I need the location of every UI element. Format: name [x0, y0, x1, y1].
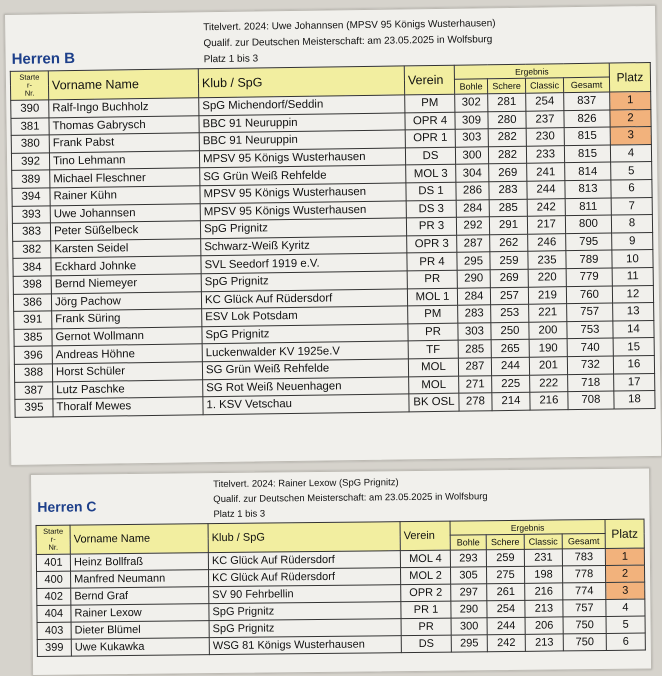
schere-cell: 244 — [491, 357, 529, 375]
classic-header: Classic — [524, 534, 562, 549]
gesamt-cell: 800 — [565, 215, 611, 233]
klub-cell: MPSV 95 Königs Wusterhausen — [199, 148, 405, 168]
bohle-cell: 300 — [455, 147, 488, 165]
classic-cell: 244 — [527, 181, 565, 199]
startnr-cell: 398 — [13, 276, 51, 294]
platz-cell: 17 — [614, 373, 655, 391]
bohle-cell: 284 — [456, 199, 489, 217]
startnr-cell: 383 — [12, 223, 50, 241]
schere-cell: 280 — [488, 111, 526, 129]
klub-cell: SG Grün Weiß Rehfelde — [202, 359, 408, 379]
verein-cell: DS — [405, 147, 455, 165]
schere-cell: 282 — [488, 128, 526, 146]
gesamt-cell: 813 — [565, 180, 611, 198]
schere-cell: 242 — [487, 634, 525, 651]
gesamt-cell: 778 — [562, 565, 605, 582]
platz-cell: 8 — [611, 215, 652, 233]
herren-b-table — [10, 62, 656, 418]
name-cell: Dieter Blümel — [71, 621, 209, 639]
bohle-cell: 300 — [451, 618, 487, 635]
name-cell: Eckhard Johnke — [51, 256, 201, 276]
klub-cell: SV 90 Fehrbellin — [209, 585, 401, 604]
verein-header: Verein — [404, 65, 454, 95]
gesamt-cell: 826 — [564, 110, 610, 128]
name-cell: Tino Lehmann — [49, 151, 199, 171]
herren-b-titelvert: Titelvert. 2024: Uwe Johannsen (MPSV 95 Königs Wusterhausen) — [203, 18, 496, 34]
startnr-cell: 402 — [37, 588, 71, 605]
herren-c-qualif: Qualif. zur Deutschen Meisterschaft: am 23.05.2025 in Wolfsburg — [213, 491, 488, 506]
verein-cell: PR — [407, 270, 457, 288]
name-cell: Karsten Seidel — [51, 239, 201, 259]
gesamt-cell: 732 — [567, 356, 613, 374]
name-cell: Gernot Wollmann — [52, 326, 202, 346]
startnr-cell: 380 — [11, 135, 49, 153]
classic-cell: 241 — [527, 163, 565, 181]
schere-cell: 282 — [488, 146, 526, 164]
bohle-cell: 290 — [457, 270, 490, 288]
verein-cell: MOL 4 — [400, 550, 450, 568]
verein-cell: PR 3 — [406, 217, 456, 235]
classic-cell: 230 — [526, 128, 564, 146]
bohle-cell: 303 — [458, 322, 491, 340]
klub-cell: KC Glück Auf Rüdersdorf — [201, 288, 407, 308]
classic-cell: 216 — [530, 392, 568, 410]
name-cell: Michael Fleschner — [50, 168, 200, 188]
platz-cell: 5 — [611, 162, 652, 180]
startnr-cell: 384 — [13, 258, 51, 276]
name-cell: Bernd Niemeyer — [51, 274, 201, 294]
name-cell: Lutz Paschke — [53, 379, 203, 399]
classic-cell: 237 — [526, 110, 564, 128]
klub-cell: SpG Prignitz — [202, 324, 408, 344]
startnr-cell: 382 — [13, 241, 51, 259]
classic-cell: 242 — [527, 198, 565, 216]
verein-cell: PR — [408, 323, 458, 341]
startnr-cell: 400 — [37, 571, 71, 588]
platz-cell: 4 — [610, 144, 651, 162]
startnr-cell: 396 — [14, 346, 52, 364]
name-cell: Andreas Höhne — [52, 344, 202, 364]
klub-cell: MPSV 95 Königs Wusterhausen — [200, 200, 406, 220]
schere-cell: 244 — [487, 617, 525, 634]
platz-cell: 3 — [606, 582, 645, 599]
classic-cell: 201 — [529, 357, 567, 375]
ergebnis-header: Ergebnis — [454, 63, 609, 79]
platz-cell: 2 — [605, 565, 644, 582]
herren-c-platz-range: Platz 1 bis 3 — [213, 508, 266, 521]
platz-cell: 7 — [611, 197, 652, 215]
startnr-header: Starte r- Nr. — [36, 525, 70, 554]
klub-header: Klub / SpG — [198, 66, 404, 98]
name-cell: Horst Schüler — [52, 362, 202, 382]
gesamt-header: Gesamt — [562, 533, 605, 548]
gesamt-header: Gesamt — [563, 77, 609, 93]
schere-cell: 259 — [490, 252, 528, 270]
platz-cell: 5 — [606, 616, 645, 633]
verein-cell: MOL — [409, 376, 459, 394]
startnr-cell: 392 — [11, 153, 49, 171]
schere-cell: 214 — [492, 392, 530, 410]
gesamt-cell: 795 — [566, 233, 612, 251]
klub-cell: SpG Michendorf/Seddin — [199, 95, 405, 115]
verein-header: Verein — [400, 521, 450, 551]
schere-cell: 253 — [491, 304, 529, 322]
herren-b-sheet — [4, 5, 662, 466]
platz-cell: 6 — [611, 179, 652, 197]
gesamt-cell: 740 — [567, 338, 613, 356]
platz-header: Platz — [609, 62, 650, 92]
klub-cell: SG Grün Weiß Rehfelde — [200, 165, 406, 185]
klub-cell: ESV Lok Potsdam — [202, 306, 408, 326]
herren-b-platz-range: Platz 1 bis 3 — [203, 53, 259, 66]
herren-c-info — [213, 474, 488, 522]
schere-cell: 269 — [489, 164, 527, 182]
schere-cell: 265 — [491, 340, 529, 358]
classic-cell: 190 — [529, 339, 567, 357]
name-cell: Bernd Graf — [71, 587, 209, 605]
startnr-cell: 386 — [13, 293, 51, 311]
schere-cell: 250 — [491, 322, 529, 340]
verein-cell: PR — [401, 618, 451, 636]
klub-cell: KC Glück Auf Rüdersdorf — [208, 551, 400, 570]
bohle-cell: 293 — [450, 550, 486, 567]
classic-header: Classic — [525, 78, 563, 94]
verein-cell: DS 3 — [406, 200, 456, 218]
classic-cell: 246 — [528, 233, 566, 251]
verein-cell: PM — [405, 94, 455, 112]
classic-cell: 220 — [528, 269, 566, 287]
verein-cell: OPR 1 — [405, 129, 455, 147]
bohle-cell: 278 — [459, 393, 492, 411]
gesamt-cell: 783 — [562, 548, 605, 565]
bohle-cell: 303 — [455, 129, 488, 147]
gesamt-cell: 789 — [566, 250, 612, 268]
name-cell: Manfred Neumann — [71, 570, 209, 588]
verein-cell: OPR 4 — [405, 112, 455, 130]
verein-cell: TF — [408, 341, 458, 359]
startnr-cell: 404 — [37, 605, 71, 622]
verein-cell: DS — [401, 635, 451, 653]
classic-cell: 219 — [528, 286, 566, 304]
platz-cell: 12 — [612, 285, 653, 303]
herren-b-title: Herren B — [11, 50, 76, 68]
gesamt-cell: 779 — [566, 268, 612, 286]
classic-cell: 198 — [524, 566, 562, 583]
klub-cell: Luckenwalder KV 1925e.V — [202, 341, 408, 361]
classic-cell: 217 — [527, 216, 565, 234]
gesamt-cell: 815 — [564, 145, 610, 163]
classic-cell: 235 — [528, 251, 566, 269]
verein-cell: OPR 2 — [401, 584, 451, 602]
schere-cell: 262 — [490, 234, 528, 252]
name-cell: Thomas Gabrysch — [49, 115, 199, 135]
klub-cell: BBC 91 Neuruppin — [199, 113, 405, 133]
schere-cell: 257 — [490, 287, 528, 305]
gesamt-cell: 760 — [566, 286, 612, 304]
startnr-cell: 385 — [14, 329, 52, 347]
klub-cell: KC Glück Auf Rüdersdorf — [209, 568, 401, 587]
name-cell: Peter Süßelbeck — [50, 221, 200, 241]
gesamt-cell: 757 — [567, 303, 613, 321]
klub-cell: MPSV 95 Königs Wusterhausen — [200, 183, 406, 203]
schere-cell: 275 — [486, 566, 524, 583]
platz-cell: 1 — [605, 548, 644, 565]
schere-cell: 269 — [490, 269, 528, 287]
schere-header: Schere — [486, 534, 524, 549]
name-cell: Jörg Pachow — [51, 291, 201, 311]
schere-cell: 261 — [487, 583, 525, 600]
gesamt-cell: 815 — [564, 127, 610, 145]
bohle-cell: 290 — [451, 601, 487, 618]
verein-cell: PM — [408, 305, 458, 323]
bohle-cell: 284 — [457, 287, 490, 305]
startnr-cell: 394 — [12, 188, 50, 206]
bohle-cell: 295 — [451, 635, 487, 652]
bohle-cell: 305 — [450, 567, 486, 584]
startnr-cell: 391 — [14, 311, 52, 329]
bohle-cell: 287 — [457, 234, 490, 252]
startnr-cell: 395 — [15, 399, 53, 417]
gesamt-cell: 811 — [565, 198, 611, 216]
gesamt-cell: 814 — [565, 162, 611, 180]
classic-cell: 254 — [526, 93, 564, 111]
startnr-cell: 387 — [15, 381, 53, 399]
name-header: Vorname Name — [70, 524, 208, 554]
gesamt-cell: 774 — [563, 582, 606, 599]
bohle-header: Bohle — [454, 79, 487, 94]
platz-cell: 1 — [610, 91, 651, 109]
platz-cell: 16 — [613, 355, 654, 373]
klub-cell: WSG 81 Königs Wusterhausen — [209, 636, 401, 655]
startnr-cell: 388 — [14, 364, 52, 382]
verein-cell: MOL 3 — [406, 165, 456, 183]
startnr-cell: 403 — [37, 622, 71, 639]
classic-cell: 200 — [529, 321, 567, 339]
startnr-cell: 401 — [36, 554, 70, 571]
verein-cell: PR 4 — [407, 253, 457, 271]
platz-cell: 15 — [613, 338, 654, 356]
platz-cell: 3 — [610, 127, 651, 145]
klub-cell: SG Rot Weiß Neuenhagen — [203, 376, 409, 396]
startnr-cell: 399 — [37, 639, 71, 656]
klub-cell: SVL Seedorf 1919 e.V. — [201, 253, 407, 273]
schere-cell: 291 — [489, 216, 527, 234]
platz-cell: 6 — [606, 633, 645, 650]
gesamt-cell: 837 — [564, 92, 610, 110]
schere-cell: 254 — [487, 600, 525, 617]
classic-cell: 206 — [525, 617, 563, 634]
schere-cell: 225 — [492, 375, 530, 393]
name-cell: Frank Pabst — [49, 133, 199, 153]
name-cell: Heinz Bollfraß — [70, 553, 208, 571]
gesamt-cell: 708 — [568, 391, 614, 409]
name-cell: Rainer Lexow — [71, 604, 209, 622]
classic-cell: 221 — [529, 304, 567, 322]
gesamt-cell: 750 — [563, 633, 606, 650]
bohle-cell: 271 — [459, 375, 492, 393]
schere-cell: 285 — [489, 199, 527, 217]
classic-cell: 216 — [525, 583, 563, 600]
startnr-cell: 390 — [11, 100, 49, 118]
classic-cell: 231 — [524, 549, 562, 566]
name-cell: Ralf-Ingo Buchholz — [49, 98, 199, 118]
bohle-cell: 287 — [458, 358, 491, 376]
platz-cell: 13 — [613, 303, 654, 321]
startnr-cell: 393 — [12, 205, 50, 223]
klub-cell: SpG Prignitz — [209, 619, 401, 638]
classic-cell: 233 — [526, 145, 564, 163]
ergebnis-header: Ergebnis — [450, 519, 605, 535]
platz-cell: 14 — [613, 320, 654, 338]
bohle-cell: 302 — [455, 94, 488, 112]
herren-c-title: Herren C — [37, 498, 97, 515]
bohle-cell: 295 — [457, 252, 490, 270]
klub-cell: BBC 91 Neuruppin — [199, 130, 405, 150]
verein-cell: MOL 2 — [401, 567, 451, 585]
gesamt-cell: 750 — [563, 616, 606, 633]
bohle-cell: 283 — [458, 305, 491, 323]
startnr-cell: 389 — [12, 170, 50, 188]
klub-header: Klub / SpG — [208, 522, 400, 553]
herren-b-info — [203, 16, 496, 68]
bohle-cell: 285 — [458, 340, 491, 358]
name-cell: Rainer Kühn — [50, 186, 200, 206]
classic-cell: 213 — [525, 634, 563, 651]
name-header: Vorname Name — [48, 69, 198, 100]
klub-cell: SpG Prignitz — [201, 271, 407, 291]
gesamt-cell: 757 — [563, 599, 606, 616]
platz-cell: 10 — [612, 250, 653, 268]
herren-b-qualif: Qualif. zur Deutschen Meisterschaft: am 23.05.2025 in Wolfsburg — [203, 34, 493, 50]
herren-c-table — [36, 519, 646, 657]
classic-cell: 222 — [530, 374, 568, 392]
bohle-header: Bohle — [450, 535, 486, 550]
verein-cell: DS 1 — [406, 182, 456, 200]
platz-cell: 2 — [610, 109, 651, 127]
platz-header: Platz — [605, 519, 644, 548]
bohle-cell: 292 — [456, 217, 489, 235]
platz-cell: 18 — [614, 391, 655, 409]
verein-cell: MOL — [408, 358, 458, 376]
name-cell: Uwe Johannsen — [50, 203, 200, 223]
classic-cell: 213 — [525, 600, 563, 617]
klub-cell: SpG Prignitz — [200, 218, 406, 238]
verein-cell: BK OSL — [409, 393, 459, 411]
schere-header: Schere — [487, 78, 525, 94]
verein-cell: PR 1 — [401, 601, 451, 619]
schere-cell: 259 — [486, 549, 524, 566]
gesamt-cell: 753 — [567, 321, 613, 339]
bohle-cell: 297 — [451, 584, 487, 601]
herren-c-titelvert: Titelvert. 2024: Rainer Lexow (SpG Prignitz) — [213, 477, 399, 491]
schere-cell: 283 — [489, 181, 527, 199]
startnr-header: Starte r- Nr. — [10, 71, 48, 101]
name-cell: Thoralf Mewes — [53, 397, 203, 417]
schere-cell: 281 — [488, 93, 526, 111]
herren-c-sheet — [30, 468, 652, 676]
bohle-cell: 304 — [456, 164, 489, 182]
platz-cell: 9 — [612, 232, 653, 250]
startnr-cell: 381 — [11, 117, 49, 135]
klub-cell: Schwarz-Weiß Kyritz — [201, 236, 407, 256]
name-cell: Frank Süring — [52, 309, 202, 329]
bohle-cell: 286 — [456, 182, 489, 200]
platz-cell: 4 — [606, 599, 645, 616]
klub-cell: SpG Prignitz — [209, 602, 401, 621]
bohle-cell: 309 — [455, 111, 488, 129]
verein-cell: MOL 1 — [407, 288, 457, 306]
name-cell: Uwe Kukawka — [71, 638, 209, 656]
platz-cell: 11 — [612, 267, 653, 285]
verein-cell: OPR 3 — [407, 235, 457, 253]
klub-cell: 1. KSV Vetschau — [203, 394, 409, 414]
gesamt-cell: 718 — [568, 374, 614, 392]
